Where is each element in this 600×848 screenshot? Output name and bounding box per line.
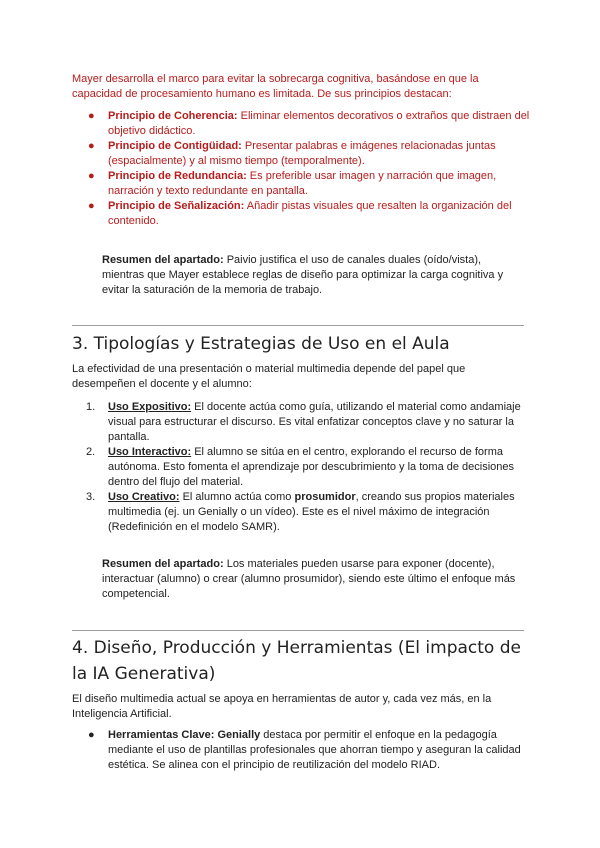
list-number: 3. — [86, 491, 96, 503]
section-3-heading: 3. Tipologías y Estrategias de Uso en el Aula — [72, 334, 450, 354]
section-summary — [102, 557, 522, 602]
list-item — [72, 109, 532, 139]
summary-label: Resumen del apartado: — [102, 254, 224, 266]
mayer-principles-list — [72, 109, 532, 229]
list-item — [72, 445, 532, 490]
item-text: destaca por permitir el enfoque en la pedagogía mediante el uso de plantillas profesionales que ahorran tiempo y aseguran la calidad estética. Se alinea con el principio de reutilización del modelo RIAD. — [108, 729, 521, 771]
list-number: 1. — [86, 401, 96, 413]
list-item — [72, 139, 532, 169]
item-text: , creando sus propios materiales multimedia (ej. un Genially o un vídeo). Este es el nivel máximo de integración (Redefinición en el modelo SAMR). — [108, 491, 515, 533]
item-title: Uso Creativo: — [108, 491, 180, 503]
principle-text: Es preferible usar imagen y narración que imagen, narración y texto redundante en pantalla. — [108, 170, 497, 197]
list-item — [72, 400, 532, 445]
mayer-intro: Mayer desarrolla el marco para evitar la sobrecarga cognitiva, basándose en que la capacidad de procesamiento humano es limitada. De sus principios destacan: — [72, 73, 479, 100]
tools-list — [72, 728, 532, 773]
item-title: Herramientas Clave: Genially — [108, 729, 261, 741]
item-text: El alumno actúa como — [179, 491, 295, 503]
item-bold-word: prosumidor — [294, 491, 356, 503]
item-title: Uso Expositivo: — [108, 401, 192, 413]
bullet-icon: ● — [88, 110, 95, 122]
section-divider — [72, 325, 524, 326]
principle-title: Principio de Contigüidad: — [108, 140, 242, 152]
item-text: El docente actúa como guía, utilizando el material como andamiaje visual para estructurar el discurso. Es vital enfatizar conceptos clave y no saturar la pantalla. — [108, 401, 521, 443]
principle-title: Principio de Señalización: — [108, 200, 245, 212]
principle-title: Principio de Redundancia: — [108, 170, 247, 182]
section-3-intro: La efectividad de una presentación o material multimedia depende del papel que desempeñen el docente y el alumno: — [72, 363, 466, 390]
list-number: 2. — [86, 446, 96, 458]
list-item — [72, 728, 532, 773]
item-text: El alumno se sitúa en el centro, explorando el recurso de forma autónoma. Esto fomenta el aprendizaje por descubrimiento y la toma de decisiones dentro del flujo del material. — [108, 446, 515, 488]
section-divider — [72, 630, 524, 631]
list-item — [72, 199, 532, 229]
principle-text: Añadir pistas visuales que resalten la organización del contenido. — [108, 200, 512, 227]
list-item — [72, 490, 532, 535]
principle-text: Eliminar elementos decorativos o extraños que distraen del objetivo didáctico. — [108, 110, 530, 137]
bullet-icon: ● — [88, 170, 95, 182]
bullet-icon: ● — [88, 200, 95, 212]
bullet-icon: ● — [88, 140, 95, 152]
bullet-icon: ● — [88, 729, 95, 741]
principle-text: Presentar palabras e imágenes relacionadas juntas (espacialmente) y al mismo tiempo (temporalmente). — [108, 140, 496, 167]
section-4-heading: 4. Diseño, Producción y Herramientas (El impacto de la IA Generativa) — [72, 638, 521, 684]
summary-text: Paivio justifica el uso de canales duales (oído/vista), mientras que Mayer establece reglas de diseño para optimizar la carga cognitiva y evitar la saturación de la memoria de trabajo. — [102, 254, 504, 296]
summary-text: Los materiales pueden usarse para exponer (docente), interactuar (alumno) o crear (alumno prosumidor), siendo este último el enfoque más competencial. — [102, 558, 516, 600]
usage-types-list — [72, 400, 532, 535]
principle-title: Principio de Coherencia: — [108, 110, 238, 122]
item-title: Uso Interactivo: — [108, 446, 192, 458]
section-4-intro: El diseño multimedia actual se apoya en herramientas de autor y, cada vez más, en la Inteligencia Artificial. — [72, 693, 492, 720]
section-summary — [102, 253, 522, 298]
list-item — [72, 169, 532, 199]
summary-label: Resumen del apartado: — [102, 558, 224, 570]
